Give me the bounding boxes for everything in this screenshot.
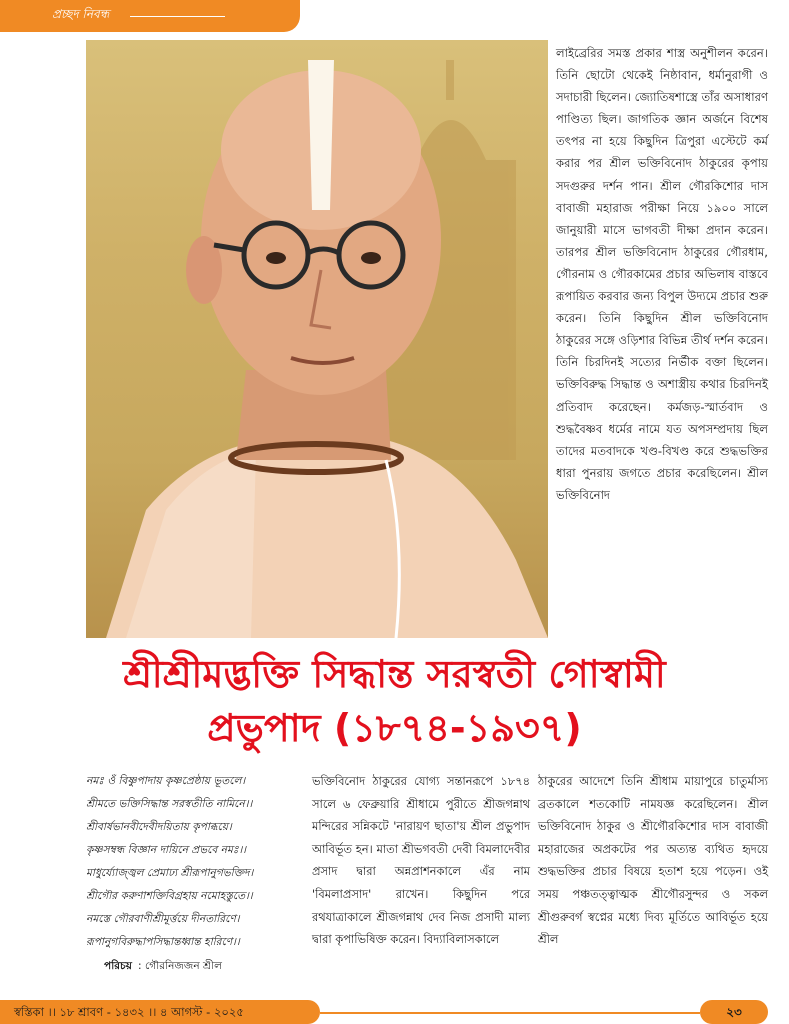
verse-line: কৃষ্ণসম্বন্ধ বিজ্ঞান দায়িনে প্রভবে নমঃ।। xyxy=(86,844,247,856)
left-eye xyxy=(266,252,286,264)
article-column-bottom-right: ঠাকুরের আদেশে তিনি শ্রীধাম মায়াপুরে চাতুর্মাস্য ব্রতকালে শতকোটি নামযজ্ঞ করেছিলেন। শ্রীল ভক্তিবিনোদ ঠাকুর ও শ্রীগৌরকিশোর দাস বাবাজী মহারাজের অপ্রকটের পর অত্যন্ত ব্যথিত হৃদয়ে শুদ্ধভক্তির প্রচার বিষয়ে হতাশ হয়ে পড়েন। ওই সময় পঞ্চতত্ত্বাত্মক শ্রীগৌরসুন্দর ও সকল শ্রীগুরুবর্গ স্বপ্নের মধ্যে দিব্য মূর্তিতে আবির্ভূত হয়ে শ্রীল xyxy=(538,774,768,947)
article-column-top-right: লাইব্রেরির সমস্ত প্রকার শাস্ত্র অনুশীলন করেন। তিনি ছোটো থেকেই নিষ্ঠাবান, ধর্মানুরাগী ও সদাচারী ছিলেন। জ্যোতিষশাস্ত্রে তাঁর অসাধারণ পাণ্ডিত্য ছিল। জাগতিক জ্ঞান অর্জনে বিশেষ তৎপর না হয়ে কিছুদিন ত্রিপুরা এস্টেটে কর্ম করার পর শ্রীল ভক্তিবিনোদ ঠাকুরের কৃপায় সদগুরুর দর্শন পান। শ্রীল গৌরকিশোর দাস বাবাজী মহারাজ পরীক্ষা নিয়ে ১৯০০ সালে জানুয়ারী মাসে ভাগবতী দীক্ষা প্রদান করেন। তারপর শ্রীল ভক্তিবিনোদ ঠাকুরের গৌরধাম, গৌরনাম ও গৌরকামের প্রচার অভিলাষ বাস্তবে রূপায়িত করবার জন্য বিপুল উদ্যমে প্রচার শুরু করেন। তিনি কিছুদিন শ্রীল ভক্তিবিনোদ ঠাকুরের সঙ্গে ওড়িশার বিভিন্ন তীর্থ দর্শন করেন। তিনি চিরদিনই সত্যের নির্ভীক বক্তা ছিলেন। ভক্তিবিরুদ্ধ সিদ্ধান্ত ও অশাস্ত্রীয় কথার চিরদিনই প্রতিবাদ করেছেন। কর্মজড়-স্মার্তবাদ ও শুদ্ধবৈষ্ণব ধর্মের নামে যত অপসম্প্রদায় ছিল তাদের মতবাদকে খণ্ড-বিখণ্ড করে শুদ্ধভক্তির ধারা পুনরায় জগতে প্রচার করেছিলেন। শ্রীল ভক্তিবিনোদ xyxy=(556,46,768,502)
verse-line: নমঃ ওঁ বিষ্ণুপাদায় কৃষ্ণপ্রেষ্ঠায় ভূতলে। xyxy=(86,775,246,787)
tilak-mark xyxy=(308,60,334,210)
title-line-1: শ্রীশ্রীমদ্ভক্তি সিদ্ধান্ত সরস্বতী গোস্বামী xyxy=(123,652,666,696)
verse-line: রূপানুগবিরুদ্ধাপসিদ্ধান্তধ্বান্ত হারিণে।। xyxy=(86,936,240,948)
article-column-middle: ভক্তিবিনোদ ঠাকুরের যোগ্য সন্তানরূপে ১৮৭৪ সালে ৬ ফেব্রুয়ারি শ্রীধামে পুরীতে শ্রীজগন্নাথ মন্দিরের সন্নিকটে 'নারায়ণ ছাতা'য় শ্রীল প্রভুপাদ আবির্ভূত হন। মাতা শ্রীভগবতী দেবী বিমলাদেবীর প্রসাদ দ্বারা অন্নপ্রাশনকালে এঁর নাম 'বিমলাপ্রসাদ' রাখেন। কিছুদিন পরে রথযাত্রাকালে শ্রীজগন্নাথ দেব নিজ প্রসাদী মাল্য দ্বারা কৃপাভিষিক্ত করেন। বিদ্যাবিলাসকালে xyxy=(312,774,530,947)
page-number: ২৩ xyxy=(726,1005,742,1019)
title-line-2: প্রভুপাদ (১৮৭৪-১৯৩৭) xyxy=(207,706,582,750)
verse-line: শ্রীবার্ষভানবীদেবীদয়িতায় কৃপাব্ধয়ে। xyxy=(86,821,232,833)
footer-rule xyxy=(320,1012,700,1014)
verse-line: নমস্তে গৌরবাণীশ্রীমূর্ত্তয়ে দীনতারিণে। xyxy=(86,913,240,925)
verse-line: শ্রীগৌর করুণাশক্তিবিগ্রহায় নমোহস্তুতে।। xyxy=(86,890,253,902)
page-number-badge xyxy=(700,1000,768,1024)
footer-issue-pill xyxy=(0,1000,320,1024)
portrait-illustration xyxy=(86,40,548,638)
intro-caption-key: পরিচয় xyxy=(104,960,133,972)
intro-caption xyxy=(86,955,300,978)
intro-caption-value: : গৌরনিজজন শ্রীল xyxy=(138,960,222,972)
right-eye xyxy=(361,252,381,264)
verse-column xyxy=(86,770,300,1000)
article-title xyxy=(0,648,789,754)
verse-line: মাধুর্য্যোজ্জ্বল প্রেমাঢ্য শ্রীরূপানুগভক্তিদ। xyxy=(86,867,254,879)
page-footer xyxy=(0,1000,789,1024)
portrait-photo xyxy=(86,40,548,638)
section-label-rule xyxy=(130,16,225,17)
section-header-tab xyxy=(0,0,300,32)
section-label: প্রচ্ছদ নিবন্ধ xyxy=(52,7,110,21)
verse-line: শ্রীমতে ভক্তিসিদ্ধান্ত সরস্বতীতি নামিনে।। xyxy=(86,798,253,810)
footer-issue-text: স্বস্তিকা ।। ১৮ শ্রাবণ - ১৪৩২ ।। ৪ আগস্ট - ২০২৫ xyxy=(14,1005,244,1019)
